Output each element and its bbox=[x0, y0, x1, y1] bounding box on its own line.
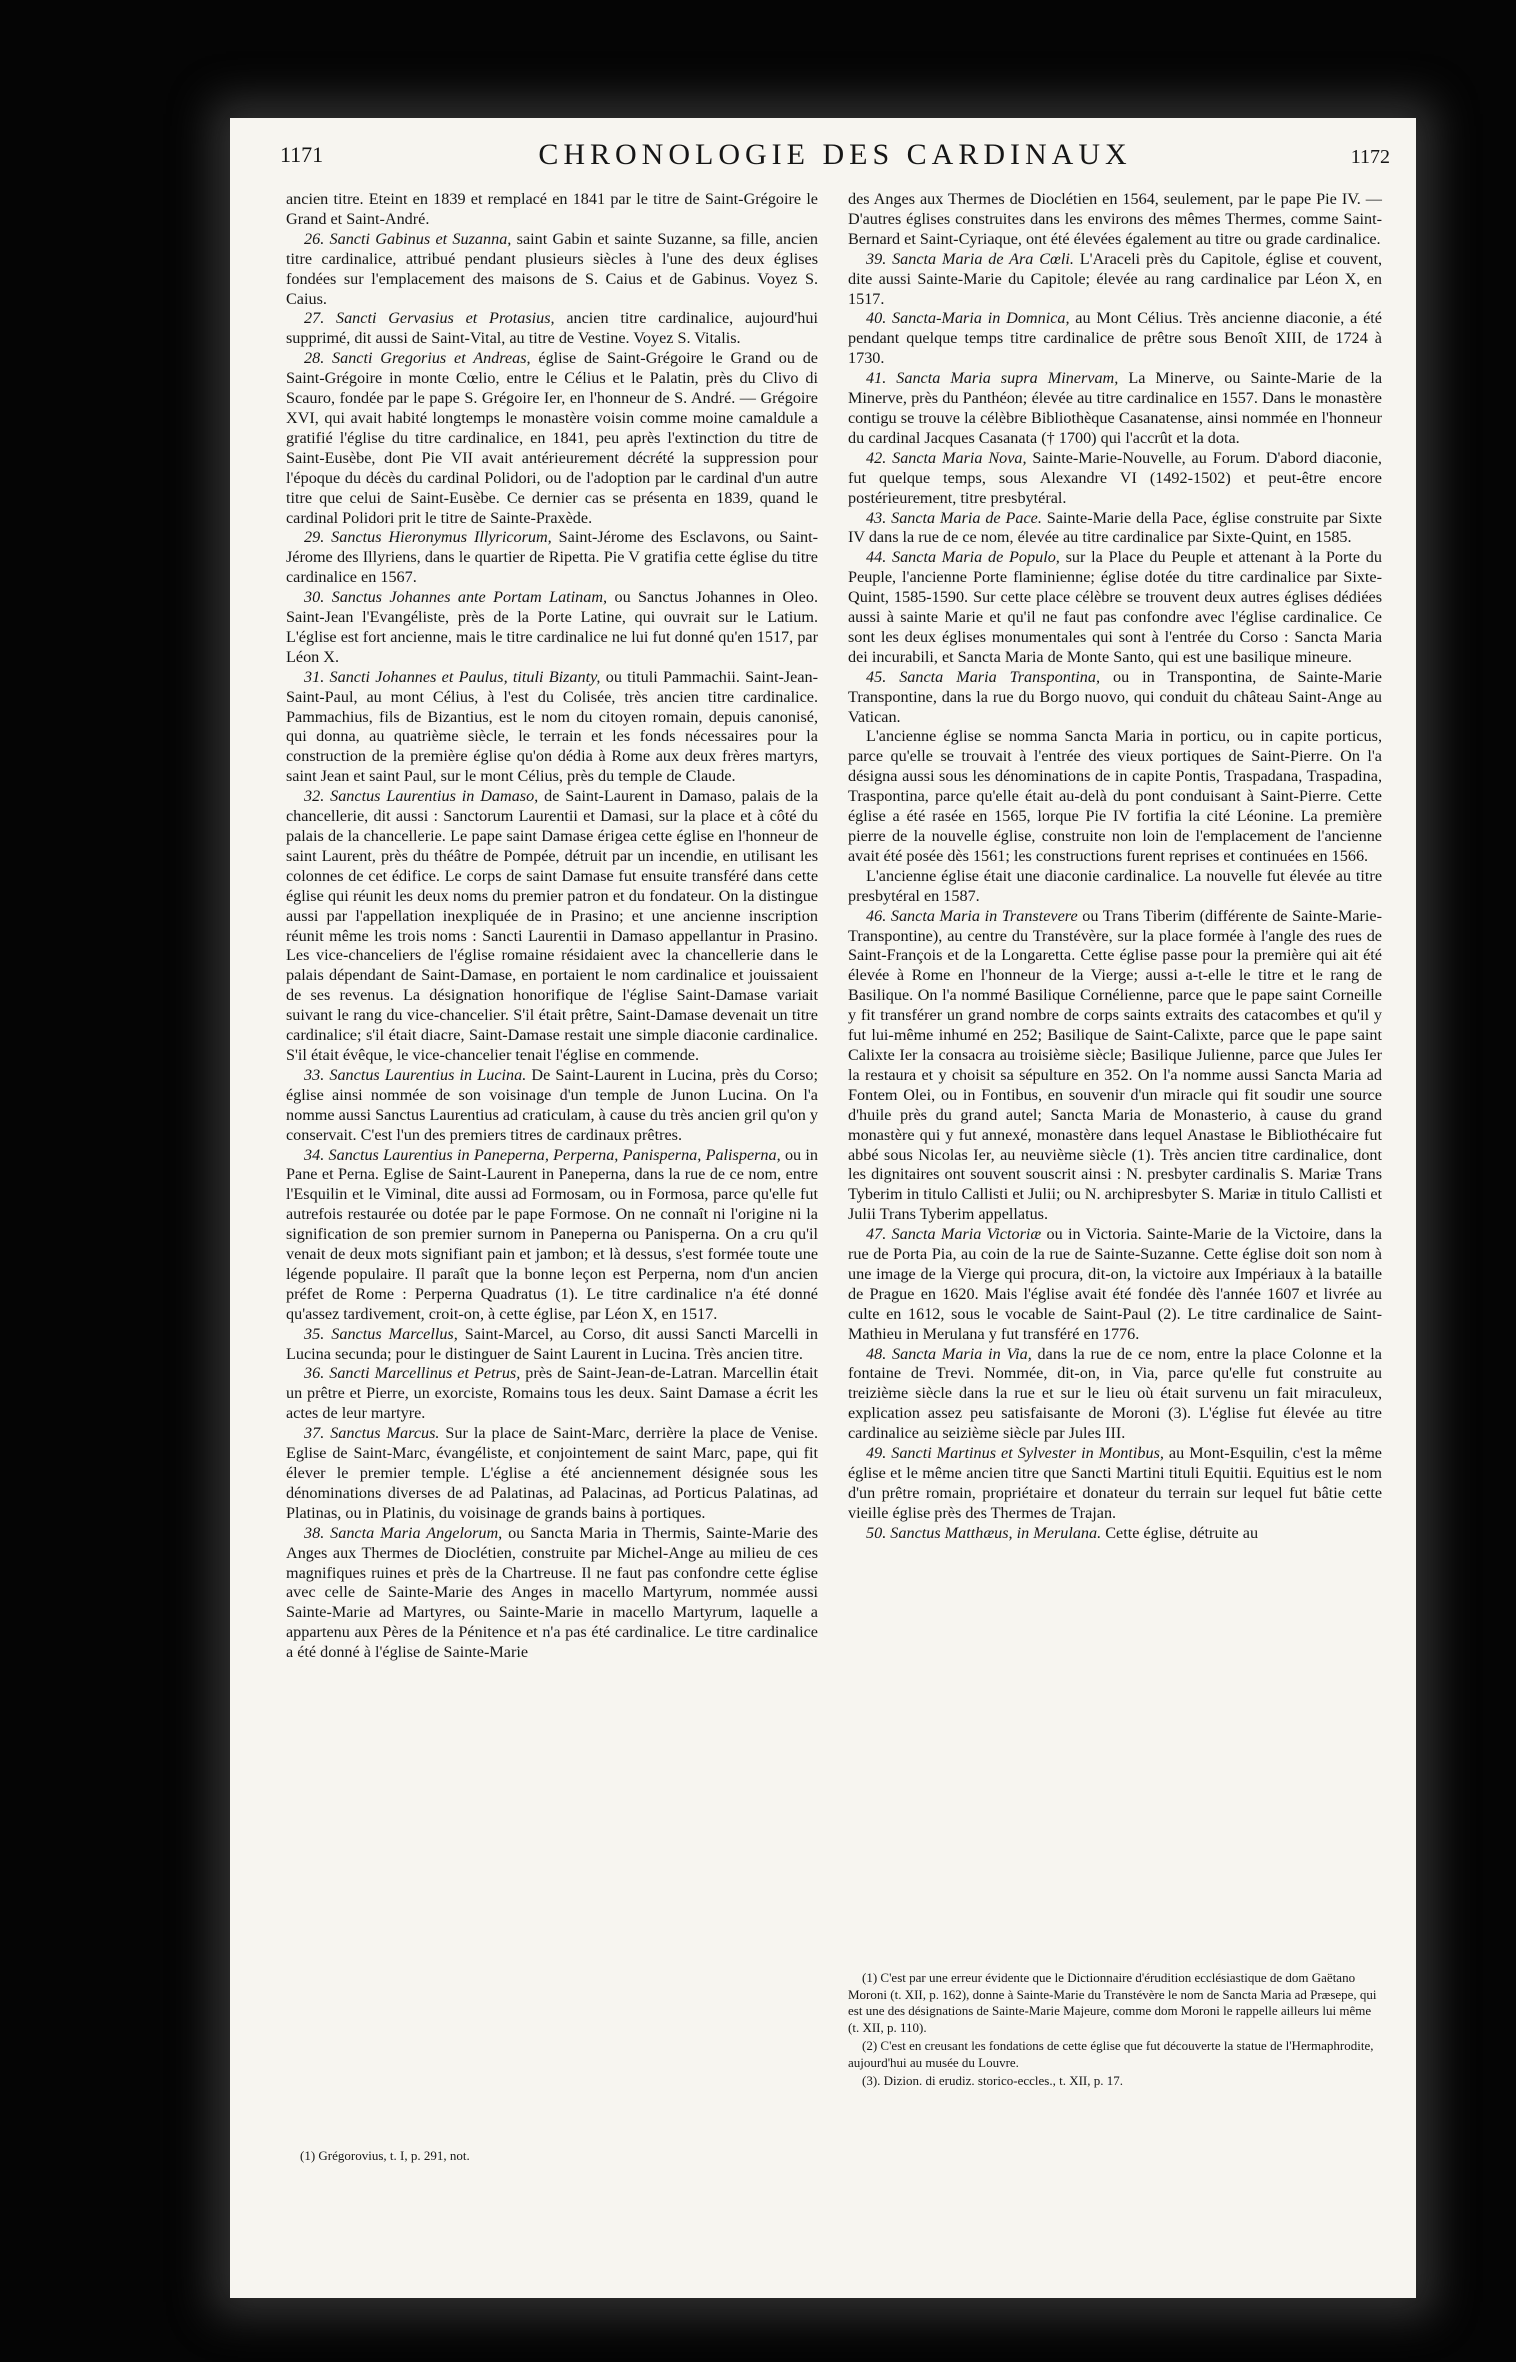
entry-heading: 35. Sanctus Marcellus, bbox=[304, 1324, 458, 1343]
entry-heading: 48. Sancta Maria in Via, bbox=[866, 1344, 1032, 1363]
entry-text: ou Trans Tiberim (différente de Sainte-Marie-Transpontine), au centre du Transtévère, sur la place formée à l'angle des rues de Saint-François et de la Longaretta. Cette église passe pour la première qui ait été élevée à Rome en l'honneur de la Vierge; aussi a-t-elle le titre et le rang de Basilique. On l'a nommé Basilique Cornélienne, parce que le pape saint Corneille y fit transférer un grand nombre de corps saints extraits des catacombes et qu'il y fut lui-même inhumé en 252; Basilique de Saint-Calixte, parce que le pape saint Calixte Ier la consacra au troisième siècle; Basilique Julienne, parce que Jules Ier la restaura et y choisit sa sépulture en 352. On l'a nomme aussi Sancta Maria ad Fontem Olei, ou in Fontibus, en souvenir d'un miracle qui fit soudir une source d'huile près du grand autel; Sancta Maria de Monasterio, à cause du grand monastère qui y fut annexé, monastère dans lequel Anastase le Bibliothécaire fut abbé sous Nicolas Ier, au neuvième siècle (1). Très ancien titre cardinalice, dont les dignitaires ont souvent souscrit ainsi : N. presbyter cardinalis S. Mariæ Trans Tyberim in titulo Callisti et Julii; ou N. archipresbyter S. Mariæ in titulo Callisti et Julii Trans Tyberim appellatus. bbox=[848, 906, 1382, 1224]
entry-text: dans la rue de ce nom, entre la place Colonne et la fontaine de Trevi. Nommée, dit-on, in Via, parce qu'elle fut construite au treizième siècle dans la rue et sur le lieu où était survenu un fait miraculeux, explication assez peu satisfaisante de Moroni (3). L'église fut élevée au titre cardinalice au seizième siècle par Jules III. bbox=[848, 1344, 1382, 1443]
entry-heading: 43. Sancta Maria de Pace. bbox=[866, 508, 1042, 527]
paragraph bbox=[848, 190, 1382, 250]
entry-text: ou Sanctus Johannes in Oleo. Saint-Jean l'Evangéliste, près de la Porte Latine, qui ouvrait sur le Latium. L'église est fort ancienne, mais le titre cardinalice ne lui fut donné qu'en 1517, par Léon X. bbox=[286, 588, 818, 666]
paragraph bbox=[286, 1066, 818, 1146]
entry-heading: 36. Sancti Marcellinus et Petrus, bbox=[304, 1364, 521, 1383]
paragraph bbox=[848, 449, 1382, 509]
entry-text: ou in Pane et Perna. Eglise de Saint-Laurent in Paneperna, dans la rue de ce nom, entre l'Esquilin et le Viminal, dite aussi ad Formosam, ou in Formosa, parce qu'elle fut autrefois restaurée ou dotée par le pape Formose. On ne connaît ni l'origine ni la signification de son premier surnom in Paneperna ou Panisperna. On a cru qu'il venait de deux mots signifiant pain et jambon; et là dessus, s'est formée toute une légende populaire. Il paraît que la bonne leçon est Perperna, nom d'un ancien préfet de Rome : Perperna Quadratus (1). Le titre cardinalice n'a été donné qu'assez tardivement, croit-on, à cette église, par Léon X, en 1517. bbox=[286, 1145, 818, 1323]
footnote: (3). Dizion. di erudiz. storico-eccles., t. XII, p. 17. bbox=[862, 2073, 1124, 2088]
paragraph bbox=[848, 727, 1382, 866]
entry-heading: 29. Sanctus Hieronymus Illyricorum, bbox=[304, 528, 552, 547]
entry-heading: 39. Sancta Maria de Ara Cœli. bbox=[866, 249, 1074, 268]
entry-text: L'ancienne église était une diaconie cardinalice. La nouvelle fut élevée au titre presbytéral en 1587. bbox=[848, 866, 1382, 905]
page-number-right: 1172 bbox=[1350, 146, 1390, 168]
paragraph bbox=[848, 548, 1382, 667]
entry-heading: 26. Sancti Gabinus et Suzanna, bbox=[304, 229, 512, 248]
paragraph bbox=[848, 1345, 1382, 1445]
entry-heading: 50. Sanctus Matthæus, in Merulana. bbox=[866, 1523, 1102, 1542]
paragraph bbox=[848, 509, 1382, 549]
entry-text: des Anges aux Thermes de Dioclétien en 1564, seulement, par le pape Pie IV. — D'autres églises construites dans les environs des mêmes Thermes, comme Saint-Bernard et Saint-Cyriaque, ont été élevées également au titre ou grade cardinalice. bbox=[848, 190, 1382, 248]
entry-text: L'Araceli près du Capitole, église et couvent, dite aussi Sainte-Marie du Capitole; élevée au rang cardinalice par Léon X, en 1517. bbox=[848, 249, 1383, 308]
entry-heading: 33. Sanctus Laurentius in Lucina. bbox=[304, 1065, 527, 1084]
entry-text: église de Saint-Grégoire le Grand ou de Saint-Grégoire in monte Cœlio, entre le Célius et le Palatin, près du Clivo di Scauro, fondée par le pape S. Grégoire Ier, en l'honneur de S. André. — Grégoire XVI, qui avait habité longtemps le monastère voisin comme moine camaldule a gratifié l'église du titre cardinalice, en 1841, peu après l'extinction du titre de Saint-Eusèbe, dont Pie VII avait antérieurement décrété la suppression pour l'époque du décès du cardinal Polidori, ou de l'adoption par le cardinal d'un autre titre que celui de Saint-Eusèbe. Ce dernier cas se présenta en 1839, quand le cardinal Polidori prit le titre de Sainte-Praxède. bbox=[286, 349, 818, 527]
entry-text: de Saint-Laurent in Damaso, palais de la chancellerie, dit aussi : Sanctorum Laurentii et Damasi, sur la place et à côté du palais de la chancellerie. Le pape saint Damase érigea cette église en l'honneur de saint Laurent, près du théâtre de Pompée, détruit par un incendie, en utilisant les colonnes de cet édifice. Le corps de saint Damase fut ensuite transféré dans cette église qui réunit les deux noms du premier patron et du fondateur. On la distingue aussi par l'appellation inexpliquée de in Prasino; et une ancienne inscription réunit même les trois noms : Sancti Laurentii in Damaso appellantur in Prasino. Les vice-chanceliers de l'église romaine résidaient avec la chancellerie dans le palais dépendant de Saint-Damase, en portaient le nom cardinalice et jouissaient de ses revenus. La désignation honorifique de l'église Saint-Damase variait suivant le rang du vice-chancelier. S'il était prêtre, Saint-Damase devenait un titre cardinalice; s'il était diacre, Saint-Damase restait une simple diaconie cardinalice. S'il était évêque, le vice-chancelier tenait l'église en commende. bbox=[286, 787, 818, 1064]
entry-heading: 46. Sancta Maria in Transtevere bbox=[866, 906, 1078, 925]
entry-text: près de Saint-Jean-de-Latran. Marcellin était un prêtre et Pierre, un exorciste, Romains tous les deux. Saint Damase a écrit les actes de leur martyre. bbox=[286, 1364, 819, 1423]
page-header bbox=[280, 138, 1390, 174]
left-column bbox=[286, 190, 818, 1663]
entry-heading: 27. Sancti Gervasius et Protasius, bbox=[304, 309, 555, 328]
entry-heading: 45. Sancta Maria Transpontina, bbox=[866, 667, 1101, 686]
entry-text: au Mont Célius. Très ancienne diaconie, a été pendant quelque temps titre cardinalice de prêtre sous Benoît XIII, de 1724 à 1730. bbox=[848, 309, 1382, 368]
entry-heading: 28. Sancti Gregorius et Andreas, bbox=[304, 349, 531, 368]
paragraph bbox=[286, 1424, 818, 1524]
entry-text: Sur la place de Saint-Marc, derrière la place de Venise. Eglise de Saint-Marc, évangéliste, et conjointement de saint Marc, pape, qui fit élever le premier temple. L'église a été anciennement désignée sous les dénominations diverses de ad Palatinas, ad Palacinas, ad Porticus Palatinas, ad Platinas, ou in Platinis, du voisinage de grands bains à portiques. bbox=[286, 1424, 818, 1522]
entry-text: ancien titre cardinalice, aujourd'hui supprimé, dit aussi de Saint-Vital, au titre de Vestine. Voyez S. Vitalis. bbox=[286, 309, 818, 348]
paragraph bbox=[286, 1364, 818, 1424]
footnote: (1) C'est par une erreur évidente que le Dictionnaire d'érudition ecclésiastique de dom Gaëtano Moroni (t. XII, p. 162), donne à Sainte-Marie du Transtévère le nom de Sancta Maria ad Præsepe, qui est une des désignations de Sainte-Marie Majeure, comme dom Moroni le rappelle ailleurs lui même (t. XII, p. 110). bbox=[848, 1970, 1377, 2035]
entry-text: saint Gabin et sainte Suzanne, sa fille, ancien titre cardinalice, attribué pendant plusieurs siècles à l'une des deux églises fondées sur l'emplacement des maisons de S. Caius et de Gabinus. Voyez S. Caius. bbox=[286, 229, 819, 308]
paragraph bbox=[286, 1524, 818, 1663]
entry-text: au Mont-Esquilin, c'est la même église et le même ancien titre que Sancti Martini tituli Equitii. Equitius est le nom d'un prêtre romain, propriétaire et donateur du terrain sur lequel fut bâtie cette vieille église près des Thermes de Trajan. bbox=[848, 1444, 1382, 1522]
entry-text: ancien titre. Eteint en 1839 et remplacé en 1841 par le titre de Saint-Grégoire le Grand et Saint-André. bbox=[286, 190, 818, 228]
entry-heading: 37. Sanctus Marcus. bbox=[304, 1424, 440, 1443]
document-page bbox=[230, 118, 1416, 2298]
paragraph bbox=[848, 1444, 1382, 1524]
entry-text: De Saint-Laurent in Lucina, près du Corso; église ainsi nommée de son voisinage d'un temple de Junon Lucina. On l'a nomme aussi Sanctus Laurentius ad craticulam, à cause du très ancien gril qu'on y conservait. C'est l'un des premiers titres de cardinaux prêtres. bbox=[286, 1065, 818, 1144]
paragraph bbox=[286, 528, 818, 588]
paragraph bbox=[848, 1524, 1382, 1544]
entry-heading: 47. Sancta Maria Victoriæ bbox=[866, 1225, 1042, 1244]
right-column bbox=[848, 190, 1382, 1544]
page-number-left: 1171 bbox=[280, 142, 324, 167]
paragraph bbox=[848, 250, 1382, 310]
left-footnote bbox=[286, 2148, 818, 2164]
entry-text: Sainte-Marie-Nouvelle, au Forum. D'abord diaconie, fut quelque temps, sous Alexandre VI (1492-1502) et peut-être encore postérieurement, titre presbytéral. bbox=[848, 448, 1382, 507]
paragraph bbox=[286, 309, 818, 349]
paragraph bbox=[286, 1325, 818, 1365]
running-title: CHRONOLOGIE DES CARDINAUX bbox=[538, 138, 1132, 171]
entry-text: ou tituli Pammachii. Saint-Jean-Saint-Paul, au mont Célius, à l'est du Colisée, très ancien titre cardinalice. Pammachius, fils de Bizantius, est le nom du citoyen romain, depuis canonisé, qui donna, au quatrième siècle, le terrain et les fonds nécessaires pour la construction de la première église qu'on dédia à Rome aux deux frères martyrs, saint Jean et saint Paul, sur le mont Célius, près du temple de Claude. bbox=[286, 667, 818, 786]
entry-heading: 42. Sancta Maria Nova, bbox=[866, 448, 1027, 467]
entry-heading: 38. Sancta Maria Angelorum, bbox=[304, 1523, 503, 1542]
paragraph bbox=[848, 867, 1382, 907]
paragraph bbox=[848, 309, 1382, 369]
paragraph bbox=[848, 369, 1382, 449]
entry-heading: 49. Sancti Martinus et Sylvester in Montibus, bbox=[866, 1444, 1164, 1463]
entry-heading: 32. Sanctus Laurentius in Damaso, bbox=[304, 787, 539, 806]
entry-text: sur la Place du Peuple et attenant à la Porte du Peuple, l'ancienne Porte flaminienne; église dotée du titre cardinalice par Sixte-Quint, 1585-1590. Sur cette place célèbre se trouvent deux autres églises dédiées aussi à sainte Marie et qu'il ne faut pas confondre avec l'église cardinalice. Ce sont les deux églises monumentales qui sont à l'entrée du Corso : Sancta Maria dei incurabili, et Sancta Maria de Monte Santo, qui est une basilique mineure. bbox=[848, 548, 1382, 666]
paragraph bbox=[286, 349, 818, 528]
entry-text: ou Sancta Maria in Thermis, Sainte-Marie des Anges aux Thermes de Dioclétien, construite par Michel-Ange au milieu de ces magnifiques ruines et près de la Chartreuse. Il ne faut pas confondre cette église avec celle de Sainte-Marie des Anges in macello Martyrum, nommée aussi Sainte-Marie ad Martyres, ou Sainte-Marie in macello Martyrum, laquelle a appartenu aux Pères de la Pénitence et n'a pas été cardinalice. Le titre cardinalice a été donné à l'église de Sainte-Marie bbox=[286, 1523, 819, 1662]
entry-heading: 30. Sanctus Johannes ante Portam Latinam, bbox=[304, 588, 608, 607]
paragraph bbox=[286, 787, 818, 1066]
footnote: (2) C'est en creusant les fondations de cette église que fut découverte la statue de l'Hermaphrodite, aujourd'hui au musée du Louvre. bbox=[848, 2038, 1374, 2070]
entry-heading: 40. Sancta-Maria in Domnica, bbox=[866, 309, 1070, 328]
right-footnotes bbox=[848, 1970, 1382, 2092]
entry-heading: 31. Sancti Johannes et Paulus, tituli Bizanty, bbox=[304, 667, 601, 686]
entry-text: Sainte-Marie della Pace, église construite par Sixte IV dans la rue de ce nom, élevée au titre cardinalice par Sixte-Quint, en 1585. bbox=[848, 508, 1382, 547]
footnote: (1) Grégorovius, t. I, p. 291, not. bbox=[300, 2148, 470, 2163]
paragraph bbox=[286, 1146, 818, 1325]
paragraph bbox=[848, 907, 1382, 1226]
entry-text: Saint-Marcel, au Corso, dit aussi Sancti Marcelli in Lucina secunda; pour le distinguer de Saint Laurent in Lucina. Très ancien titre. bbox=[286, 1324, 818, 1363]
entry-text: Saint-Jérome des Esclavons, ou Saint-Jérome des Illyriens, dans le quartier de Ripetta. Pie V gratifia cette église du titre cardinalice en 1567. bbox=[286, 528, 818, 587]
entry-text: L'ancienne église se nomma Sancta Maria in porticu, ou in capite porticus, parce qu'elle se trouvait à l'entrée des vieux portiques de Saint-Pierre. On l'a désigna aussi sous les dénominations de in capite Pontis, Traspadana, Traspadina, Traspontina, parce qu'elle était au-delà du pont conduisant à Saint-Pierre. Cette église a été rasée en 1565, lorque Pie IV fortifia la cité Léonine. La première pierre de la nouvelle église, construite non loin de l'emplacement de l'ancienne avait été posée dès 1561; les constructions furent reprises et continuées en 1566. bbox=[848, 727, 1382, 865]
paragraph bbox=[848, 1225, 1382, 1344]
entry-text: ou in Transpontina, de Sainte-Marie Transpontine, dans la rue du Borgo nuovo, qui conduit du château Saint-Ange au Vatican. bbox=[848, 667, 1382, 726]
entry-text: ou in Victoria. Sainte-Marie de la Victoire, dans la rue de Porta Pia, au coin de la rue de Sainte-Suzanne. Cette église doit son nom à une image de la Vierge qui procura, dit-on, la victoire aux Impériaux à la bataille de Prague en 1620. Mais l'église avait été fondée dès l'année 1607 et livrée au culte en 1612, sous le vocable de Saint-Paul (2). Le titre cardinalice de Saint-Mathieu in Merulana y fut transféré en 1776. bbox=[848, 1225, 1382, 1343]
entry-text: Cette église, détruite au bbox=[1101, 1523, 1259, 1542]
entry-heading: 41. Sancta Maria supra Minervam, bbox=[866, 369, 1119, 388]
paragraph bbox=[286, 668, 818, 787]
paragraph bbox=[286, 230, 818, 310]
entry-heading: 34. Sanctus Laurentius in Paneperna, Perperna, Panisperna, Palisperna, bbox=[304, 1145, 781, 1164]
paragraph bbox=[286, 190, 818, 230]
entry-text: La Minerve, ou Sainte-Marie de la Minerve, près du Panthéon; élevée au titre cardinalice en 1557. Dans le monastère contigu se trouve la célèbre Bibliothèque Casanatense, ainsi nommée en l'honneur du cardinal Jacques Casanata († 1700) qui l'accrût et la dota. bbox=[848, 369, 1383, 447]
paragraph bbox=[848, 668, 1382, 728]
entry-heading: 44. Sancta Maria de Populo, bbox=[866, 548, 1060, 567]
paragraph bbox=[286, 588, 818, 668]
